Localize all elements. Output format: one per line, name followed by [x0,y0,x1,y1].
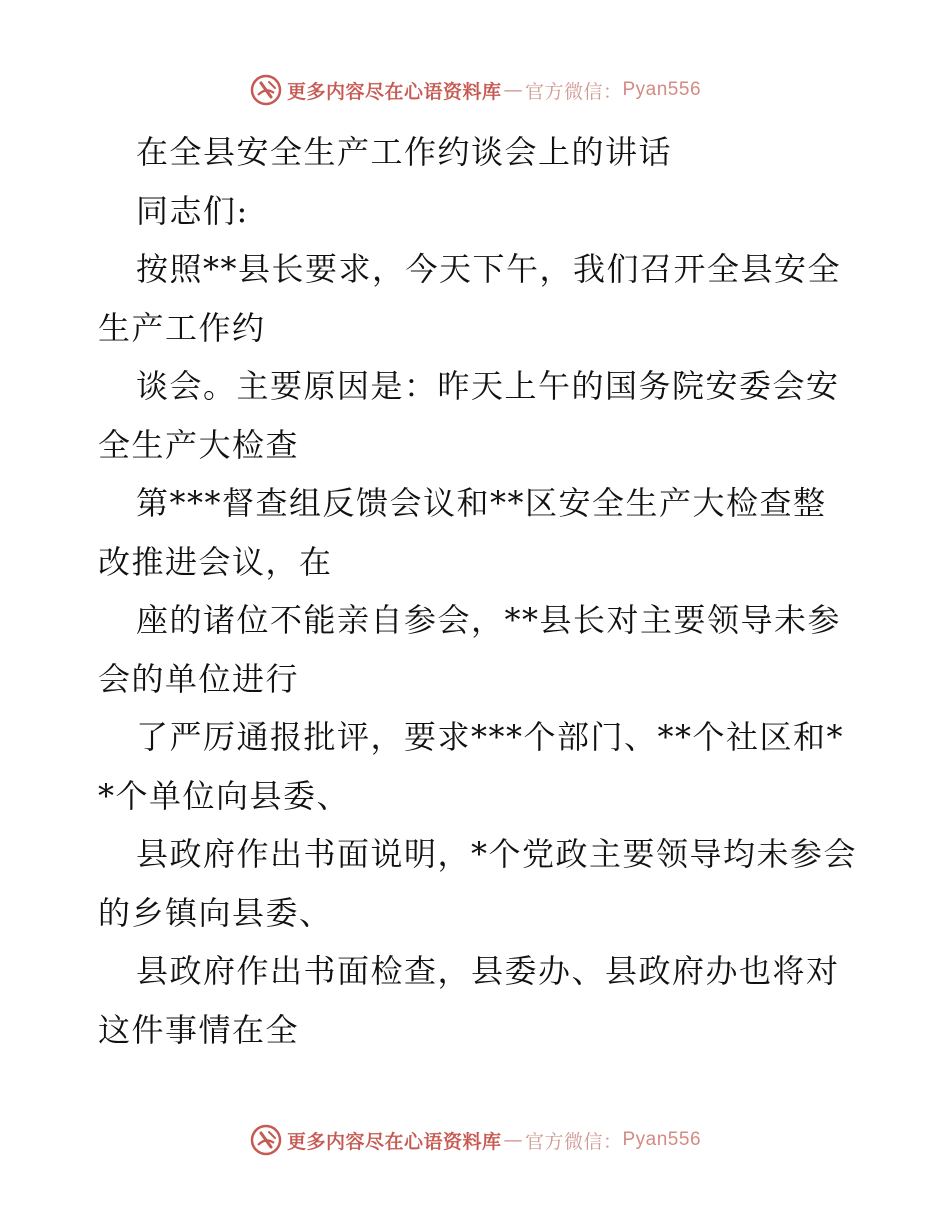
watermark-dash: — [503,1129,523,1151]
watermark-wechat-label: 官方微信： [524,1130,623,1153]
document-title: 在全县安全生产工作约谈会上的讲话 [136,133,673,171]
watermark-wechat-label: 官方微信： [524,80,623,103]
book-pen-logo-icon [249,1123,283,1157]
document-body [98,123,858,1059]
paragraph-line: 谈会。主要原因是：昨天上午的国务院安委会安全生产大检查 [98,367,840,464]
paragraph-line: 县政府作出书面说明，*个党政主要领导均未参会的乡镇向县委、 [98,835,858,932]
book-pen-logo-icon [249,73,283,107]
paragraph-line: 按照**县长要求，今天下午，我们召开全县安全生产工作约 [98,250,842,347]
watermark-text [287,1127,701,1154]
paragraph-line: 座的诸位不能亲自参会，**县长对主要领导未参会的单位进行 [98,601,842,698]
watermark-brand: 更多内容尽在心语资料库 [286,80,502,103]
watermark-handle: Pyan556 [622,79,702,100]
watermark-brand: 更多内容尽在心语资料库 [286,1130,502,1153]
paragraph-line: 第***督查组反馈会议和**区安全生产大检查整改推进会议，在 [98,484,827,581]
watermark-handle: Pyan556 [622,1129,702,1150]
watermark-text [287,77,701,104]
watermark-dash: — [503,79,523,101]
paragraph-line: 县政府作出书面检查，县委办、县政府办也将对这件事情在全 [98,952,840,1049]
footer-watermark-banner [0,1120,950,1160]
document-salutation: 同志们: [136,191,249,230]
header-watermark-banner [0,70,950,110]
paragraph-line: 了严厉通报批评，要求***个部门、**个社区和**个单位向县委、 [98,718,845,815]
